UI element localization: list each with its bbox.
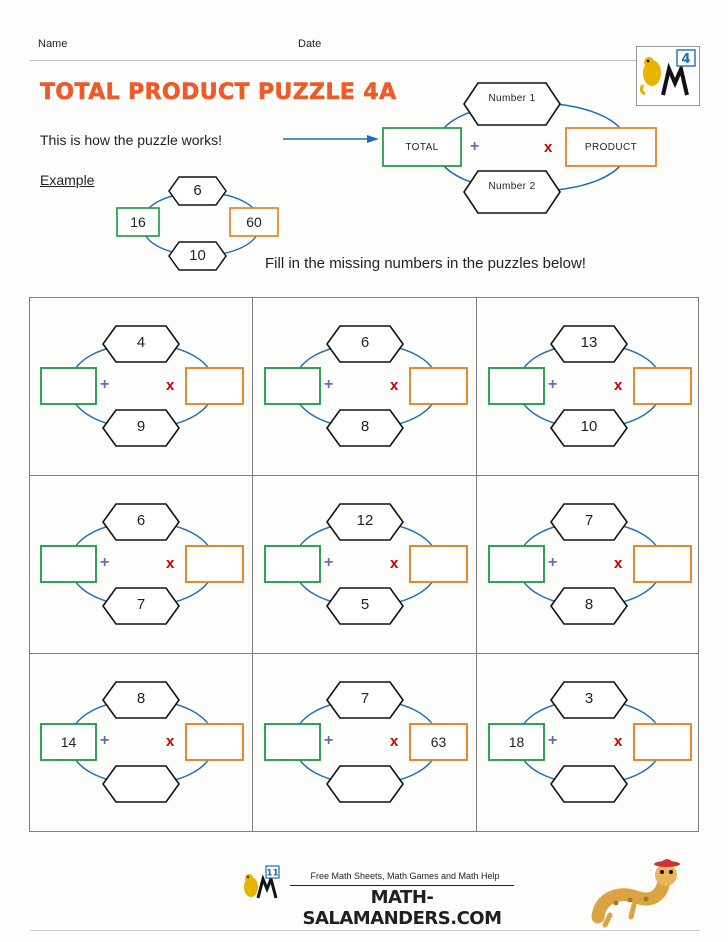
page-title: TOTAL PRODUCT PUZZLE 4A — [40, 80, 397, 105]
times-sign: x — [390, 733, 399, 750]
plus-sign: + — [100, 732, 110, 749]
demo-times-sign: x — [544, 139, 553, 156]
plus-sign: + — [324, 554, 334, 571]
example-total-number: 16 — [130, 214, 146, 230]
footer-bottom-divider — [30, 930, 700, 931]
example-label: Example — [40, 172, 95, 188]
puzzle-grid — [29, 297, 699, 832]
demo-number2-label: Number 2 — [488, 181, 536, 192]
howto-text: This is how the puzzle works! — [40, 132, 223, 148]
demo-product-label: PRODUCT — [584, 142, 638, 153]
puzzle-top-number: 8 — [136, 690, 146, 707]
example-puzzle — [112, 168, 287, 283]
puzzle-top-number: 13 — [580, 334, 598, 351]
times-sign: x — [166, 377, 175, 394]
puzzle-top-number: 12 — [356, 512, 374, 529]
puzzle-bottom-number: 10 — [580, 418, 598, 435]
footer-divider — [290, 885, 514, 886]
demo-total-label: TOTAL — [405, 142, 439, 153]
puzzle-cell-3[interactable] — [486, 310, 694, 462]
puzzle-bottom-number: 5 — [360, 596, 370, 613]
times-sign: x — [614, 377, 623, 394]
plus-sign: + — [548, 554, 558, 571]
puzzle-total-answer[interactable]: 14 — [60, 734, 77, 750]
puzzle-top-number: 3 — [584, 690, 594, 707]
header-divider — [30, 60, 700, 61]
plus-sign: + — [100, 376, 110, 393]
page-footer — [0, 855, 728, 935]
puzzle-top-number: 4 — [136, 334, 146, 351]
times-sign: x — [166, 733, 175, 750]
plus-sign: + — [100, 554, 110, 571]
puzzle-cell-7[interactable] — [38, 666, 246, 818]
puzzle-cell-8[interactable] — [262, 666, 470, 818]
plus-sign: + — [324, 732, 334, 749]
puzzle-top-number: 6 — [136, 512, 146, 529]
puzzle-cell-9[interactable] — [486, 666, 694, 818]
plus-sign: + — [548, 376, 558, 393]
demo-number1-label: Number 1 — [488, 93, 536, 104]
puzzle-total-answer[interactable]: 18 — [508, 734, 525, 750]
times-sign: x — [166, 555, 175, 572]
demo-plus-sign: + — [470, 138, 480, 155]
grid-line-h1 — [30, 475, 698, 476]
puzzle-bottom-number: 8 — [584, 596, 594, 613]
grid-line-v1 — [252, 298, 253, 831]
footer-url[interactable]: MATH-SALAMANDERS.COM — [302, 887, 502, 929]
puzzle-product-answer[interactable]: 63 — [430, 734, 447, 750]
times-sign: x — [614, 733, 623, 750]
svg-text:11: 11 — [266, 868, 279, 879]
times-sign: x — [614, 555, 623, 572]
plus-sign: + — [324, 376, 334, 393]
puzzle-top-number: 7 — [584, 512, 594, 529]
footer-tagline: Free Math Sheets, Math Games and Math Help — [310, 871, 500, 881]
demo-puzzle — [378, 66, 688, 231]
times-sign: x — [390, 377, 399, 394]
example-top-number: 6 — [193, 182, 202, 199]
puzzle-cell-5[interactable] — [262, 488, 470, 640]
date-label: Date — [298, 38, 322, 50]
plus-sign: + — [548, 732, 558, 749]
name-date-row — [30, 38, 698, 58]
puzzle-cell-6[interactable] — [486, 488, 694, 640]
puzzle-cell-1[interactable] — [38, 310, 246, 462]
svg-text:4: 4 — [681, 52, 691, 67]
example-product-number: 60 — [246, 214, 262, 230]
puzzle-bottom-number: 9 — [136, 418, 146, 435]
salamander-mascot-icon — [590, 855, 700, 930]
puzzle-cell-4[interactable] — [38, 488, 246, 640]
example-bottom-number: 10 — [189, 247, 206, 264]
times-sign: x — [390, 555, 399, 572]
puzzle-bottom-number: 8 — [360, 418, 370, 435]
arrow-icon — [283, 133, 379, 145]
puzzle-top-number: 7 — [360, 690, 370, 707]
grid-line-v2 — [476, 298, 477, 831]
puzzle-bottom-number: 7 — [136, 596, 146, 613]
instruction-text: Fill in the missing numbers in the puzzles below! — [265, 255, 586, 272]
grid-line-h2 — [30, 653, 698, 654]
puzzle-top-number: 6 — [360, 334, 370, 351]
puzzle-cell-2[interactable] — [262, 310, 470, 462]
name-label: Name — [38, 38, 68, 50]
